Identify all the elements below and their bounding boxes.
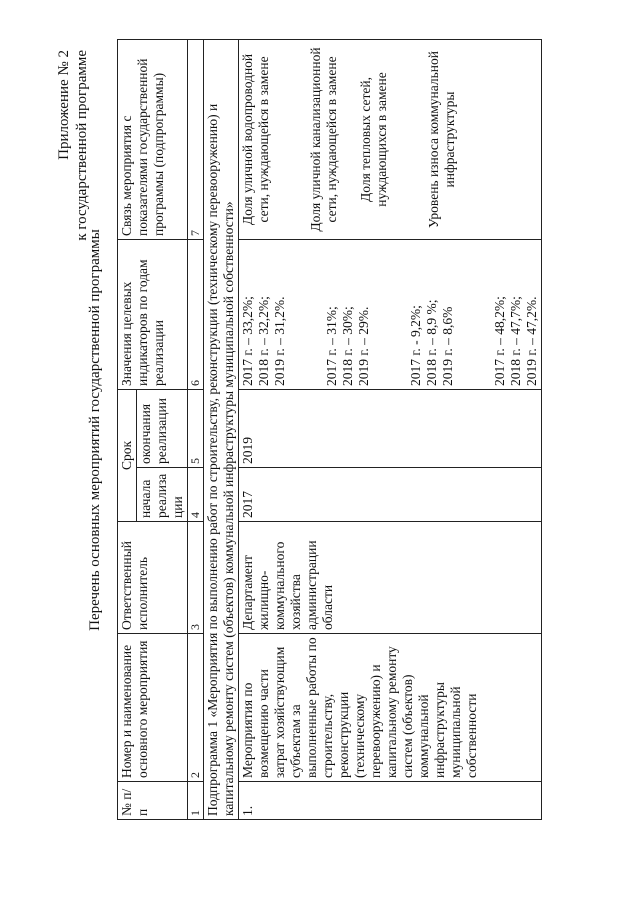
header-executor: Ответственный исполнитель [118,522,188,634]
value-line: 2018 г. – 47,7%; [508,296,523,386]
header-program-link: Связь мероприятия с показателями государственной программы (подпрограммы) [118,39,188,239]
document-title: Перечень основных мероприятий государственной программы [87,229,103,631]
table-row [239,39,542,819]
header-start: начала реализа ции [137,468,188,522]
program-links [239,39,542,239]
col-number: 7 [188,39,204,239]
link-water-network: Доля уличной водопроводной сети, нуждающейся в замене [240,53,271,226]
value-line: 2019 г. – 29%. [356,306,371,386]
col-number: 3 [188,522,204,634]
header-row-1 [118,39,137,819]
appendix-line-1: Приложение № 2 [56,50,72,160]
activities-table [117,39,542,820]
col-number: 1 [188,782,204,820]
col-number: 6 [188,239,204,389]
value-line: 2019 г. – 47,2%. [524,296,539,386]
row-number: 1. [239,782,542,820]
column-number-row [188,39,204,819]
header-end: окончания реализации [137,389,188,467]
value-line: 2017 г. – 31%; [324,306,339,386]
header-activity-name: Номер и наименование основного мероприятия [118,634,188,782]
header-term: Срок [118,389,137,521]
value-line: 2019 г. – 8,6% [440,306,455,386]
value-line: 2017 г. - 9,2%; [408,305,423,386]
value-line: 2019 г. – 31,2%. [272,296,287,386]
rotated-content [56,40,640,820]
appendix-line-2: к государственной программе [74,50,90,241]
value-line: 2017 г. – 48,2%; [492,296,507,386]
col-number: 5 [188,389,204,467]
subprogram-title: Подпрограмма 1 «Мероприятия по выполнению работ по строительству, реконструкции (техническому перевооружению) и капитальному ремонту систем (объектов) коммунальной инфраструктуры муниципальной собственности» [204,39,239,819]
executor: Департамент жилищно-коммунального хозяйства администрации области [239,522,542,634]
value-line: 2017 г. – 33,2%; [240,296,255,386]
link-heat-network: Доля тепловых сетей, нуждающихся в замене [358,72,389,207]
value-line: 2018 г. – 32,2%; [256,296,271,386]
start-year: 2017 [239,468,542,522]
header-num: № п/п [118,782,188,820]
col-number: 4 [188,468,204,522]
link-infrastructure-wear: Уровень износа коммунальной инфраструктуры [426,51,457,228]
value-line: 2018 г. – 30%; [340,306,355,386]
end-year: 2019 [239,389,542,467]
activity-name: Мероприятия по возмещению части затрат хозяйствующим субъектам за выполненные работы по строительству, реконструкции (техническому перевооружению) и капитальному ремонту систем (объектов) коммунальной инфраструктуры муниципальной собственности [239,634,542,782]
subprogram-row [204,39,239,819]
appendix-note [55,50,91,241]
indicator-values [239,239,542,389]
header-indicator-values: Значения целевых индикаторов по годам реализации [118,239,188,389]
link-sewer-network: Доля уличной канализационной сети, нуждающейся в замене [308,47,339,232]
col-number: 2 [188,634,204,782]
value-line: 2018 г. – 8,9 %; [424,299,439,386]
